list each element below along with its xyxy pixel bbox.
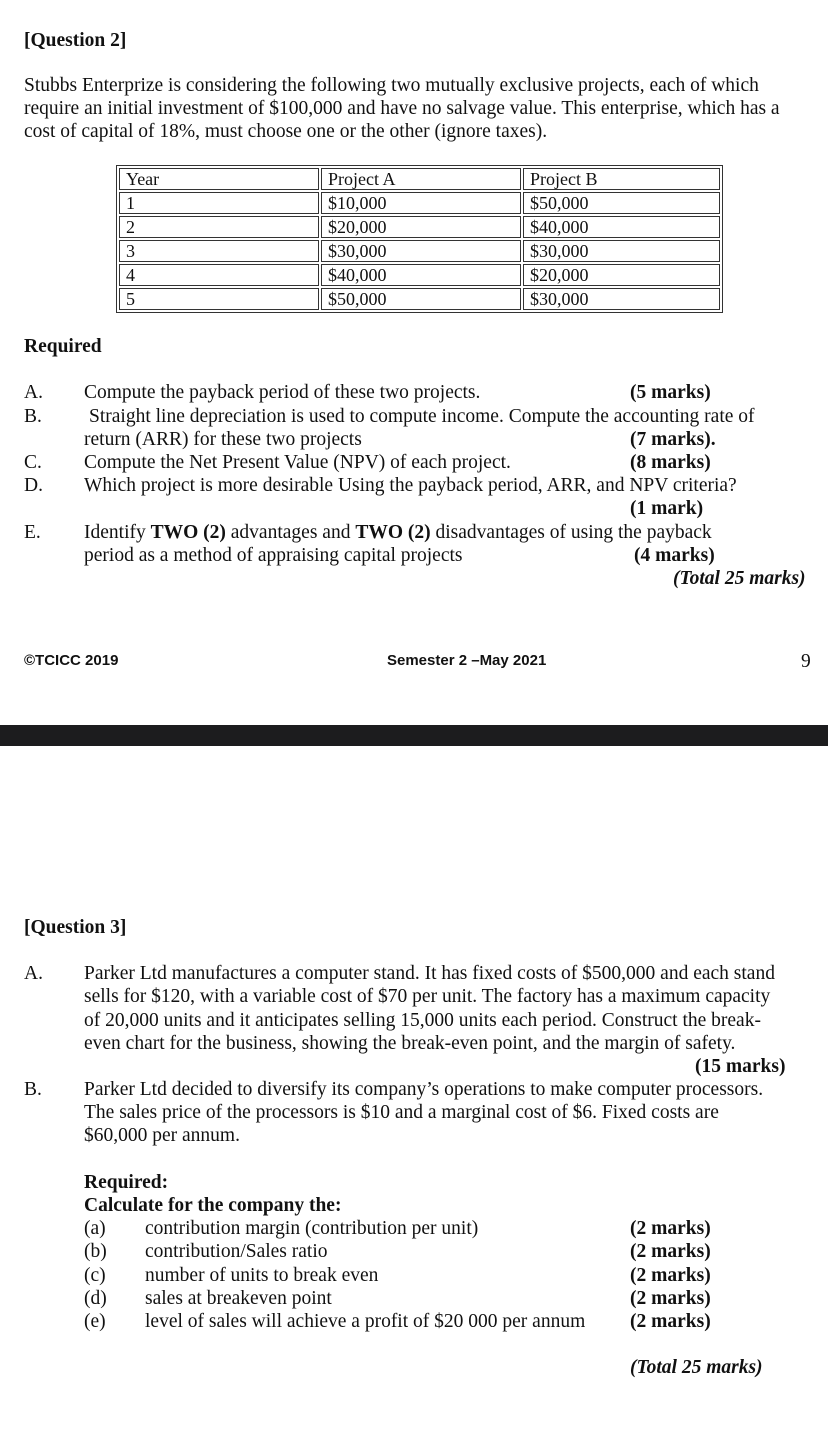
cell-project-a: $10,000 — [321, 192, 521, 214]
q2-item-c-letter: C. — [24, 452, 42, 473]
q2-required-heading: Required — [24, 336, 102, 357]
cell-year: 1 — [119, 192, 319, 214]
table-row — [119, 240, 720, 262]
q3-subitem-text: contribution margin (contribution per unit) — [145, 1218, 479, 1239]
cell-year: 4 — [119, 264, 319, 286]
q3-subitem-text: level of sales will achieve a profit of $20 000 per annum — [145, 1311, 586, 1332]
q3-part-b-line-2: The sales price of the processors is $10 and a marginal cost of $6. Fixed costs are — [84, 1102, 719, 1123]
q2-item-e-two-disadvantages: TWO (2) — [355, 522, 431, 543]
cell-project-b: $40,000 — [523, 216, 720, 238]
q3-subitem-label: (b) — [84, 1241, 107, 1262]
cell-project-a: $50,000 — [321, 288, 521, 310]
q2-item-c-marks: (8 marks) — [630, 452, 711, 473]
projects-cashflow-table — [116, 165, 723, 313]
q2-item-e-line-2: period as a method of appraising capital projects — [84, 545, 463, 566]
q3-subitem-marks: (2 marks) — [630, 1241, 711, 1262]
q3-subitem-marks: (2 marks) — [630, 1288, 711, 1309]
q3-calculate-heading: Calculate for the company the: — [84, 1195, 342, 1216]
q2-intro-line-1: Stubbs Enterprize is considering the following two mutually exclusive projects, each of which — [24, 75, 759, 96]
q2-item-a-letter: A. — [24, 382, 43, 403]
q3-part-a-line-3: of 20,000 units and it anticipates selling 15,000 units each period. Construct the break- — [84, 1010, 761, 1031]
q2-item-e-marks: (4 marks) — [634, 545, 715, 566]
q2-item-d-marks: (1 mark) — [630, 498, 704, 519]
q2-intro-line-3: cost of capital of 18%, must choose one or the other (ignore taxes). — [24, 121, 548, 142]
q2-item-b-line-1: Straight line depreciation is used to compute income. Compute the accounting rate of — [89, 406, 755, 427]
q3-required-heading: Required: — [84, 1172, 169, 1193]
q3-subitem-label: (d) — [84, 1288, 107, 1309]
q2-total-marks: (Total 25 marks) — [673, 568, 806, 589]
q3-part-b-line-1: Parker Ltd decided to diversify its company’s operations to make computer processors. — [84, 1079, 764, 1100]
q3-subitem-marks: (2 marks) — [630, 1218, 711, 1239]
footer-copyright: ©TCICC 2019 — [24, 652, 119, 669]
header-project-b: Project B — [523, 168, 720, 190]
header-project-a: Project A — [321, 168, 521, 190]
footer-semester: Semester 2 –May 2021 — [387, 652, 547, 669]
table-row — [119, 288, 720, 310]
q3-subitem-marks: (2 marks) — [630, 1311, 711, 1332]
table-row — [119, 192, 720, 214]
q3-part-b-line-3: $60,000 per annum. — [84, 1125, 240, 1146]
table-row — [119, 216, 720, 238]
q3-subitem-label: (e) — [84, 1311, 106, 1332]
q2-item-b-marks: (7 marks). — [630, 429, 716, 450]
q3-subitem-text: sales at breakeven point — [145, 1288, 332, 1309]
q2-item-e-post: disadvantages of using the payback — [430, 522, 712, 543]
footer-page-number: 9 — [801, 651, 811, 672]
q2-item-e-pre: Identify — [84, 522, 151, 543]
q3-part-a-line-1: Parker Ltd manufactures a computer stand. It has fixed costs of $500,000 and each stand — [84, 963, 775, 984]
q3-subitem-text: number of units to break even — [145, 1265, 379, 1286]
cell-project-b: $30,000 — [523, 288, 720, 310]
q3-subitem-label: (a) — [84, 1218, 106, 1239]
q2-item-b-line-2: return (ARR) for these two projects — [84, 429, 362, 450]
q3-subitem-text: contribution/Sales ratio — [145, 1241, 328, 1262]
q3-part-a-line-4: even chart for the business, showing the break-even point, and the margin of safety. — [84, 1033, 736, 1054]
cell-project-a: $20,000 — [321, 216, 521, 238]
q3-part-a-marks: (15 marks) — [695, 1056, 786, 1077]
table-row — [119, 264, 720, 286]
cell-project-a: $30,000 — [321, 240, 521, 262]
q2-item-e-line-1 — [84, 521, 712, 544]
question-2-title: [Question 2] — [24, 30, 127, 51]
q3-part-a-line-2: sells for $120, with a variable cost of $70 per unit. The factory has a maximum capacity — [84, 986, 771, 1007]
q2-item-e-letter: E. — [24, 522, 41, 543]
cell-year: 5 — [119, 288, 319, 310]
q3-part-a-letter: A. — [24, 963, 43, 984]
q2-item-a-marks: (5 marks) — [630, 382, 711, 403]
q2-item-d-text: Which project is more desirable Using the payback period, ARR, and NPV criteria? — [84, 475, 737, 496]
q3-part-b-letter: B. — [24, 1079, 42, 1100]
cell-project-b: $20,000 — [523, 264, 720, 286]
cell-year: 2 — [119, 216, 319, 238]
q3-subitem-marks: (2 marks) — [630, 1265, 711, 1286]
q2-item-b-letter: B. — [24, 406, 42, 427]
header-year: Year — [119, 168, 319, 190]
q2-item-e-mid: advantages and — [225, 522, 356, 543]
table-header-row — [119, 168, 720, 190]
q2-intro-line-2: require an initial investment of $100,000 and have no salvage value. This enterprise, which has a — [24, 98, 780, 119]
q2-item-d-letter: D. — [24, 475, 43, 496]
q3-total-marks: (Total 25 marks) — [630, 1357, 763, 1378]
cell-project-b: $30,000 — [523, 240, 720, 262]
q2-item-a-text: Compute the payback period of these two projects. — [84, 382, 481, 403]
q2-item-c-text: Compute the Net Present Value (NPV) of each project. — [84, 452, 511, 473]
q2-item-e-two-advantages: TWO (2) — [150, 522, 226, 543]
cell-year: 3 — [119, 240, 319, 262]
question-3-title: [Question 3] — [24, 917, 127, 938]
page-separator — [0, 725, 828, 746]
q3-subitem-label: (c) — [84, 1265, 106, 1286]
cell-project-b: $50,000 — [523, 192, 720, 214]
cell-project-a: $40,000 — [321, 264, 521, 286]
